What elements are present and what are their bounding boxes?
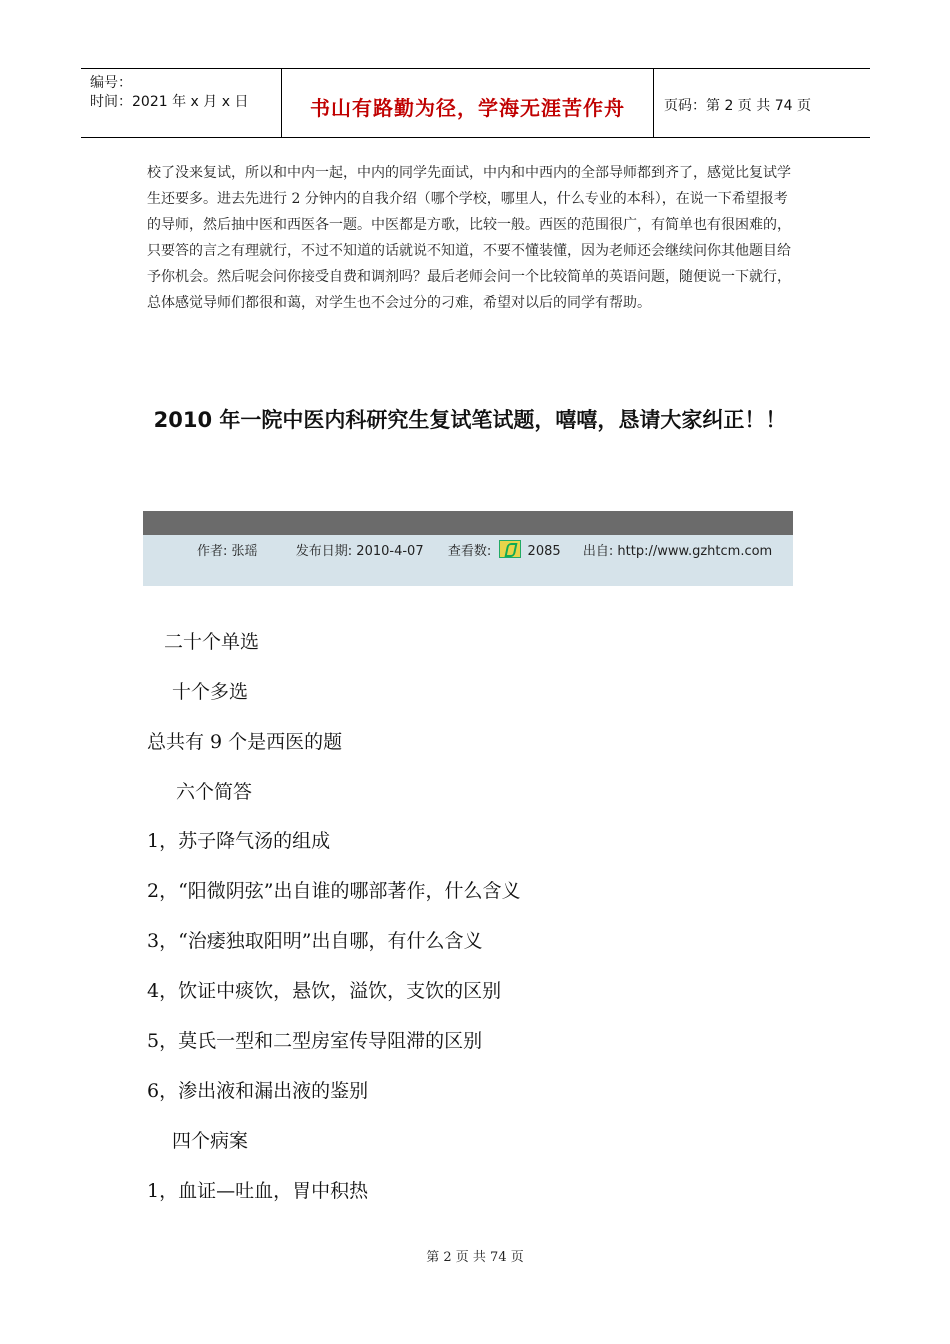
- short-answer-item: 5，莫氏一型和二型房室传导阻滞的区别: [147, 1030, 483, 1052]
- views-icon: [499, 540, 521, 558]
- time-label: 时间：2021 年 x 月 x 日: [90, 94, 249, 110]
- article-meta: [197, 540, 772, 559]
- article-info-bar: [143, 511, 793, 586]
- source-link[interactable]: 出自: http://www.gzhtcm.com: [582, 544, 773, 559]
- publish-date: 发布日期: 2010-4-07: [295, 544, 424, 559]
- header-motto-cell: [282, 69, 654, 137]
- single-choice-line: 二十个单选: [164, 631, 260, 653]
- short-answer-item: 1，苏子降气汤的组成: [147, 830, 331, 852]
- views-label: 查看数:: [447, 544, 492, 559]
- intro-paragraph: 校了没来复试，所以和中内一起，中内的同学先面试，中内和中西内的全部导师都到齐了，感觉比复试学生还要多。进去先进行 2 分钟内的自我介绍（哪个学校，哪里人，什么专业的本科），在说一下希望报考的导师，然后抽中医和西医各一题。中医都是方歌，比较一般。西医的范围很广，有简单也有很困难的，只要答的言之有理就行，不过不知道的话就说不知道，不要不懂装懂，因为老师还会继续问你其他题目给予你机会。然后呢会问你接受自费和调剂吗？最后老师会问一个比较简单的英语问题，随便说一下就行，总体感觉导师们都很和蔼，对学生也不会过分的刁难，希望对以后的同学有帮助。: [147, 165, 791, 311]
- short-answer-item: 4，饮证中痰饮，悬饮，溢饮，支饮的区别: [147, 980, 502, 1002]
- multi-choice-line: 十个多选: [172, 681, 249, 703]
- page-header: [81, 68, 870, 138]
- short-answer-item: 3，“治痿独取阳明”出自哪，有什么含义: [147, 930, 483, 952]
- header-page-cell: [654, 69, 870, 137]
- header-motto: 书山有路勤为径，学海无涯苦作舟: [310, 96, 625, 120]
- views-count: 2085: [527, 544, 561, 559]
- code-label: 编号：: [90, 75, 132, 91]
- article-title: 2010 年一院中医内科研究生复试笔试题，嘻嘻，恳请大家纠正！！: [153, 408, 787, 432]
- header-meta: [81, 69, 282, 137]
- header-page-number: 页码：第 2 页 共 74 页: [664, 98, 811, 114]
- case-item: 1，血证—吐血，胃中积热: [147, 1180, 369, 1202]
- short-answer-heading: 六个简答: [176, 781, 253, 803]
- author: 作者: 张瑶: [197, 544, 258, 559]
- short-answer-item: 2，“阳微阴弦”出自谁的哪部著作，什么含义: [147, 880, 521, 902]
- info-bar-top-strip: [143, 511, 793, 535]
- short-answer-item: 6，渗出液和漏出液的鉴别: [147, 1080, 369, 1102]
- page-footer: 第 2 页 共 74 页: [426, 1250, 524, 1265]
- case-heading: 四个病案: [172, 1130, 249, 1152]
- western-count-line: 总共有 9 个是西医的题: [147, 731, 343, 753]
